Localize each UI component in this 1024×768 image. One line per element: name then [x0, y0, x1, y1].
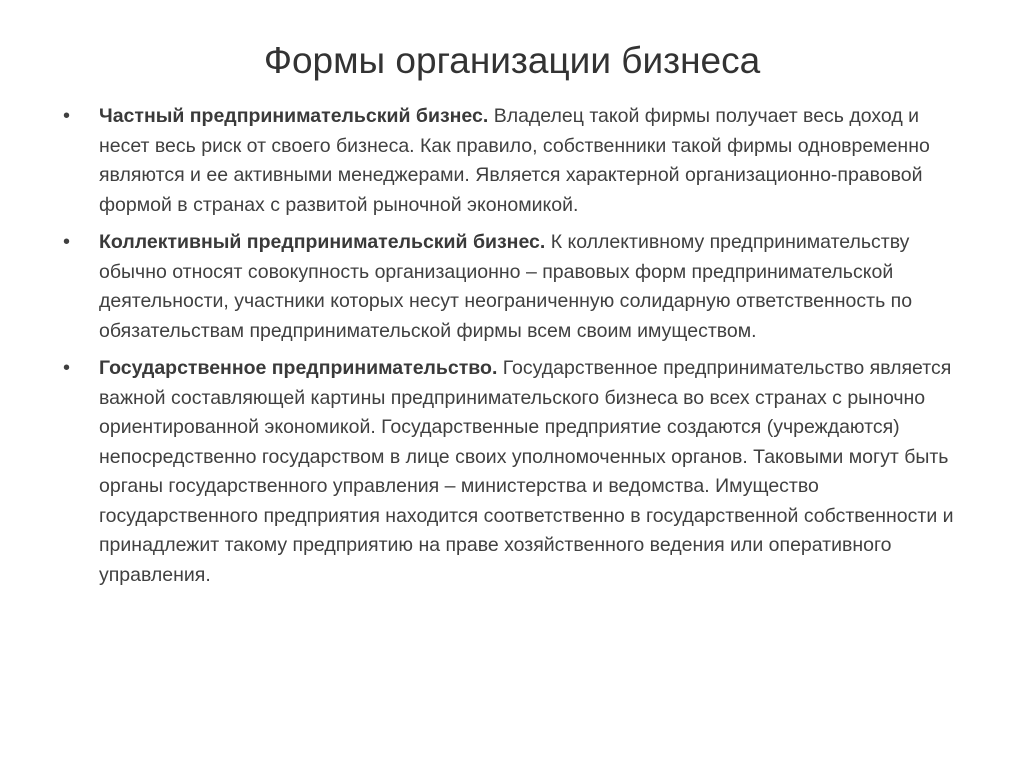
bullet-heading: Государственное предпринимательство. [99, 357, 498, 379]
bullet-text: Государственное предпринимательство является важной составляющей картины предпринимательского бизнеса во всех странах с рыночно ориентированной экономикой. Государственные предприятие создаются (учреждаются) непосредственно государством в лице своих уполномоченных органов. Таковыми могут быть органы государственного управления – министерства и ведомства. Имущество государственного предприятия находится соответственно в государственной собственности и принадлежит такому предприятию на праве хозяйственного ведения или оперативного управления. [99, 357, 954, 586]
bullet-item-private-business [63, 102, 963, 220]
bullet-icon: • [63, 357, 71, 379]
bullet-heading: Частный предпринимательский бизнес. [99, 105, 489, 127]
slide-title: Формы организации бизнеса [263, 40, 761, 81]
bullet-list [63, 102, 963, 598]
bullet-text: Владелец такой фирмы получает весь доход и несет весь риск от своего бизнеса. Как правило, собственники такой фирмы одновременно являются и ее активными менеджерами. Является характерной организационно-правовой формой в странах с развитой рыночной экономикой. [99, 105, 930, 216]
bullet-item-state-business [63, 354, 963, 590]
bullet-icon: • [63, 105, 71, 127]
bullet-heading: Коллективный предпринимательский бизнес. [99, 231, 546, 253]
bullet-icon: • [63, 231, 71, 253]
bullet-text: К коллективному предпринимательству обычно относят совокупность организационно – правовых форм предпринимательской деятельности, участники которых несут неограниченную солидарную ответственность по обязательствам предпринимательской фирмы всем своим имуществом. [99, 231, 913, 342]
bullet-item-collective-business [63, 228, 963, 346]
